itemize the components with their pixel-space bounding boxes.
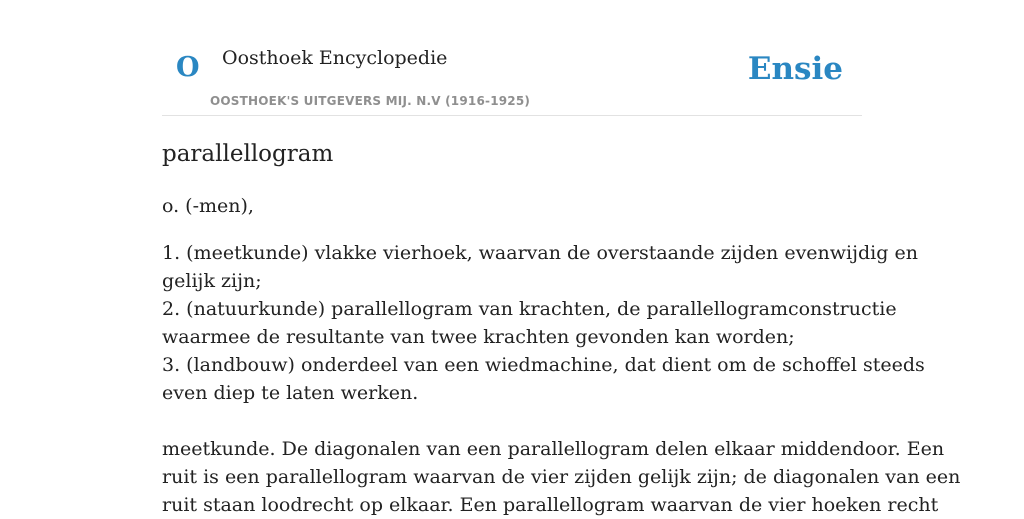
- explanation-line: ruit is een parallellogram waarvan de vier zijden gelijk zijn; de diagonalen van een: [162, 466, 961, 488]
- site-header: [162, 0, 862, 116]
- definition-line: even diep te laten werken.: [162, 382, 419, 404]
- entry-title: parallellogram: [162, 141, 334, 167]
- definition-line: gelijk zijn;: [162, 270, 262, 292]
- grammar-info: o. (-men),: [162, 195, 254, 217]
- explanation-line: meetkunde. De diagonalen van een parallellogram delen elkaar middendoor. Een: [162, 438, 945, 460]
- definitions: [162, 239, 925, 407]
- brand-logo[interactable]: Ensie: [747, 51, 843, 87]
- page-container: [162, 0, 961, 516]
- definition-line: waarmee de resultante van twee krachten gevonden kan worden;: [162, 326, 795, 348]
- definition-line: 2. (natuurkunde) parallellogram van krachten, de parallellogramconstructie: [162, 298, 897, 320]
- publisher-label: OOSTHOEK'S UITGEVERS MIJ. N.V (1916-1925): [210, 94, 531, 108]
- explanation-line: ruit staan loodrecht op elkaar. Een parallellogram waarvan de vier hoeken recht: [162, 494, 939, 516]
- definition-line: 3. (landbouw) onderdeel van een wiedmachine, dat dient om de schoffel steeds: [162, 354, 925, 376]
- explanation-paragraph: [162, 435, 961, 519]
- site-logo[interactable]: O: [176, 52, 200, 83]
- site-title[interactable]: Oosthoek Encyclopedie: [222, 47, 448, 69]
- definition-line: 1. (meetkunde) vlakke vierhoek, waarvan de overstaande zijden evenwijdig en: [162, 242, 918, 264]
